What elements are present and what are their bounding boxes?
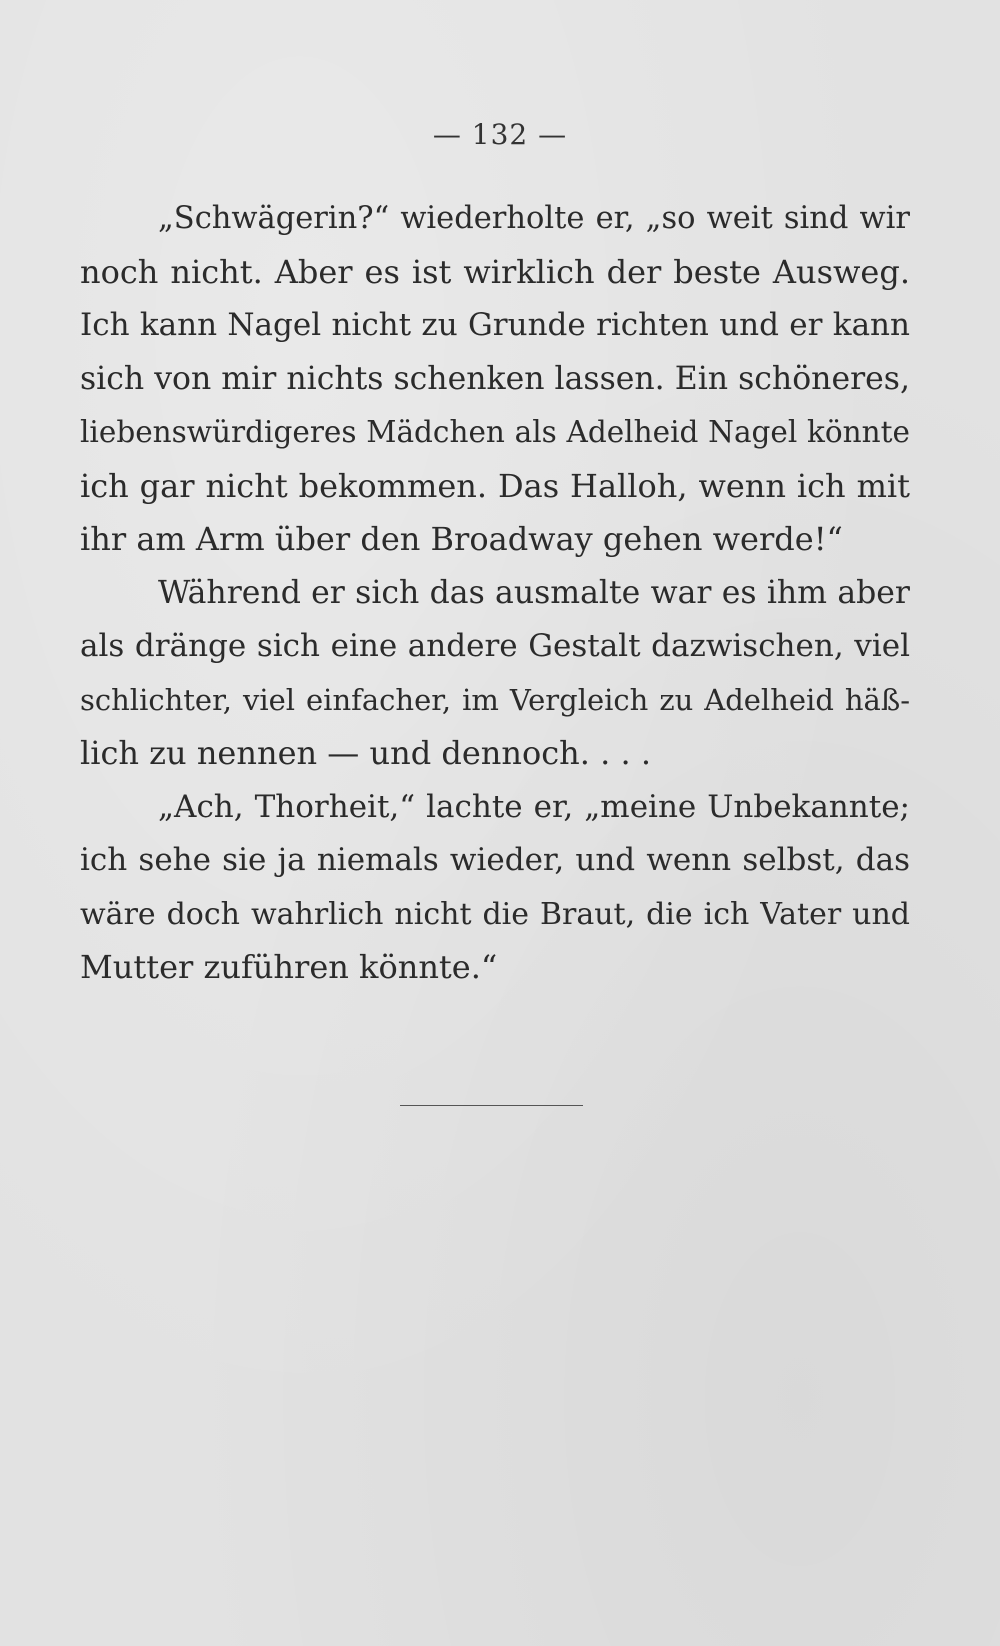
text-line: ich sehe sie ja niemals wieder, und wenn selbst, das xyxy=(80,842,910,878)
text-line: noch nicht. Aber es ist wirklich der beste Ausweg. xyxy=(80,252,910,291)
text-line: wäre doch wahrlich nicht die Braut, die ich Vater und xyxy=(80,896,910,932)
text-line: liebenswürdigeres Mädchen als Adelheid Nagel könnte xyxy=(80,415,910,449)
text-line: lich zu nennen — und dennoch. . . . xyxy=(80,734,651,772)
text-line: „Schwägerin?“ wiederholte er, „so weit sind wir xyxy=(158,201,910,236)
text-line: Mutter zuführen könnte.“ xyxy=(80,948,498,986)
text-line: als dränge sich eine andere Gestalt dazwischen, viel xyxy=(80,628,910,664)
body-text xyxy=(80,192,910,995)
text-line: sich von mir nichts schenken lassen. Ein schöneres, xyxy=(80,360,910,397)
text-line: ich gar nicht bekommen. Das Halloh, wenn ich mit xyxy=(80,466,910,505)
text-line: Während er sich das ausmalte war es ihm aber xyxy=(158,574,910,611)
text-line: ihr am Arm über den Broadway gehen werde!“ xyxy=(80,520,843,558)
text-line: „Ach, Thorheit,“ lachte er, „meine Unbekannte; xyxy=(158,788,910,825)
page-number: — 132 — xyxy=(432,118,568,151)
text-line: schlichter, viel einfacher, im Vergleich zu Adelheid häß- xyxy=(80,682,910,717)
text-line: Ich kann Nagel nicht zu Grunde richten und er kann xyxy=(80,307,910,343)
section-end-rule xyxy=(400,1105,583,1106)
